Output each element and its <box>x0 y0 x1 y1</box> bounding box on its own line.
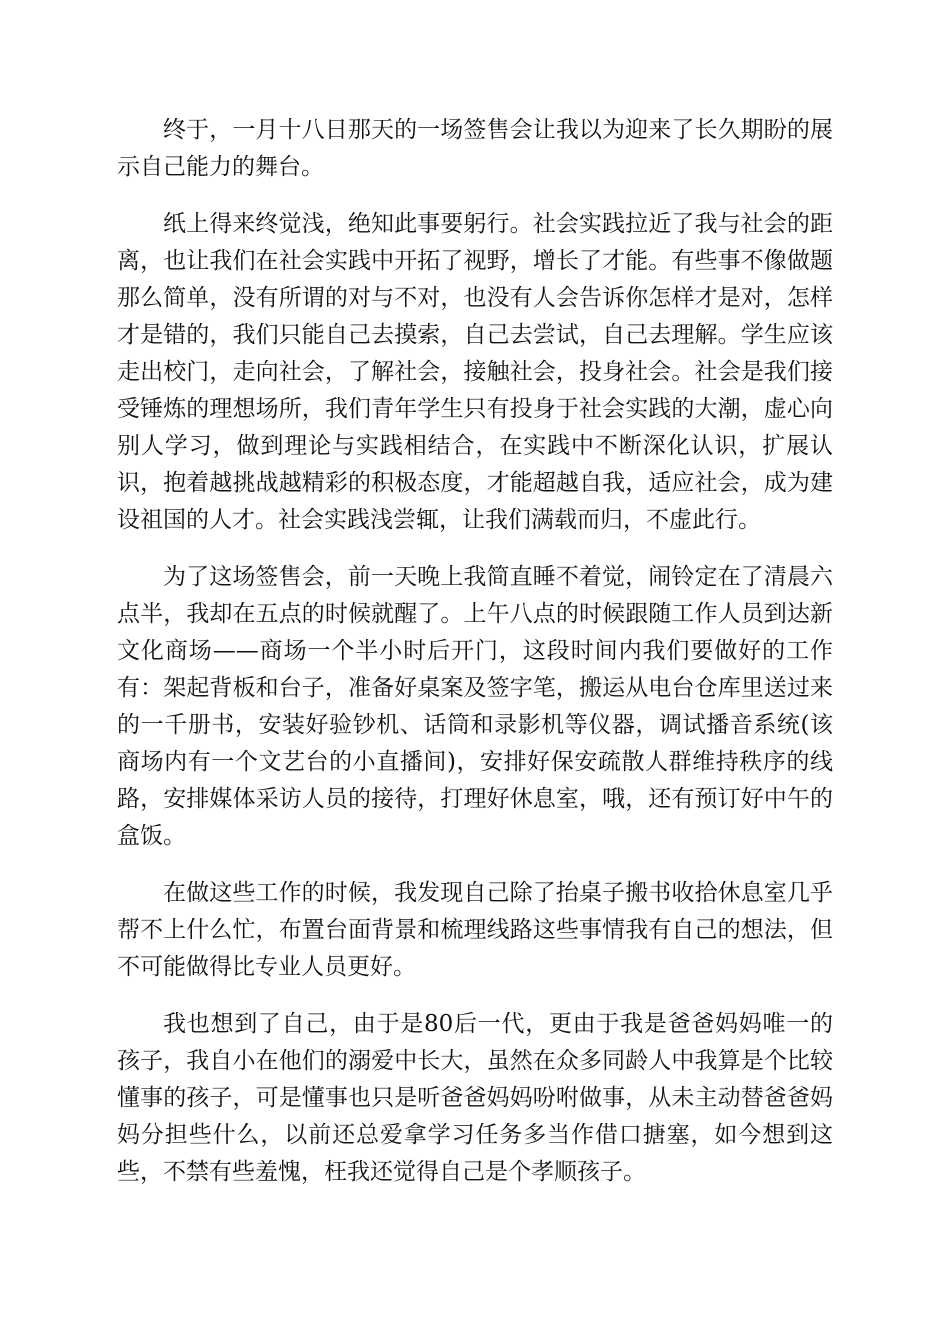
paragraph-reflection: 我也想到了自己，由于是80后一代，更由于我是爸爸妈妈唯一的孩子，我自小在他们的溺爱中长大，虽然在众多同龄人中我算是个比较懂事的孩子，可是懂事也只是听爸爸妈妈吩咐做事，从未主动替爸爸妈妈分担些什么，以前还总爱拿学习任务多当作借口搪塞，如今想到这些，不禁有些羞愧，枉我还觉得自己是个孝顺孩子。 <box>117 1011 833 1185</box>
document-body <box>117 112 833 1211</box>
paragraph-signing-event: 终于，一月十八日那天的一场签售会让我以为迎来了长久期盼的展示自己能力的舞台。 <box>117 117 833 180</box>
paragraph-social-practice: 纸上得来终觉浅，绝知此事要躬行。社会实践拉近了我与社会的距离，也让我们在社会实践中开拓了视野，增长了才能。有些事不像做题那么简单，没有所谓的对与不对，也没有人会告诉你怎样才是对，怎样才是错的，我们只能自己去摸索，自己去尝试，自己去理解。学生应该走出校门，走向社会，了解社会，接触社会，投身社会。社会是我们接受锤炼的理想场所，我们青年学生只有投身于社会实践的大潮，虚心向别人学习，做到理论与实践相结合，在实践中不断深化认识，扩展认识，抱着越挑战越精彩的积极态度，才能超越自我，适应社会，成为建设祖国的人才。社会实践浅尝辄，让我们满载而归，不虚此行。 <box>117 211 833 533</box>
paragraph-preparation: 为了这场签售会，前一天晚上我简直睡不着觉，闹铃定在了清晨六点半，我却在五点的时候就醒了。上午八点的时候跟随工作人员到达新文化商场——商场一个半小时后开门，这段时间内我们要做好的工作有：架起背板和台子，准备好桌案及签字笔，搬运从电台仓库里送过来的一千册书，安装好验钞机、话筒和录影机等仪器，调试播音系统(该商场内有一个文艺台的小直播间)，安排好保安疏散人群维持秩序的线路，安排媒体采访人员的接待，打理好休息室，哦，还有预订好中午的盒饭。 <box>117 564 833 849</box>
paragraph-helping: 在做这些工作的时候，我发现自己除了抬桌子搬书收拾休息室几乎帮不上什么忙，布置台面背景和梳理线路这些事情我有自己的想法，但不可能做得比专业人员更好。 <box>117 880 833 980</box>
